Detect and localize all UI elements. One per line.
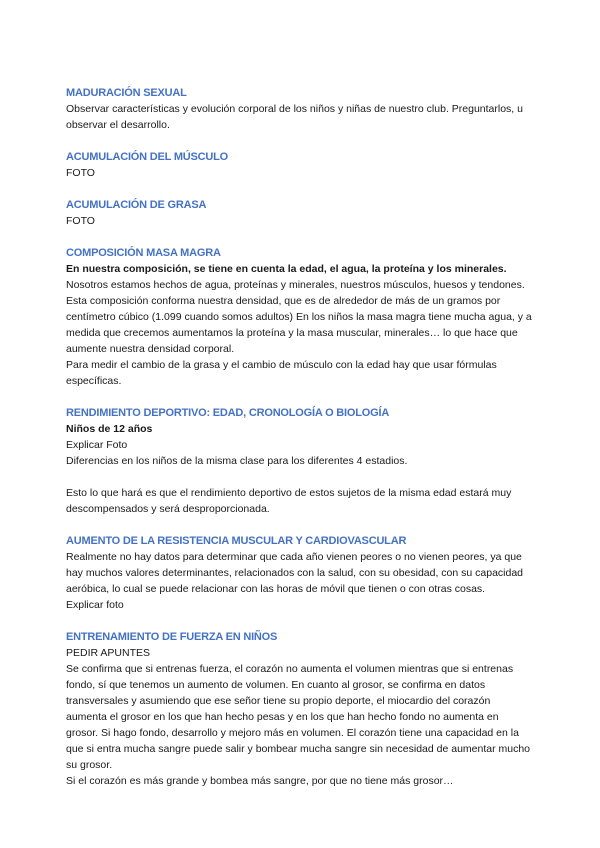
paragraph-line: grosor. Si hago fondo, desarrollo y mejoro más en volumen. El corazón tiene una capacidad en la (66, 727, 519, 739)
paragraph-line: específicas. (66, 375, 122, 387)
paragraph-line: Explicar foto (66, 599, 124, 611)
section-heading: COMPOSICIÓN MASA MAGRA (66, 247, 221, 259)
paragraph-line: aumenta el grosor en los que han hecho pesas y en los que han hecho fondo no aumenta en (66, 711, 499, 723)
document-page (66, 85, 536, 789)
section-heading: ACUMULACIÓN DE GRASA (66, 199, 207, 211)
section-heading: RENDIMIENTO DEPORTIVO: EDAD, CRONOLOGÍA O BIOLOGÍA (66, 407, 390, 419)
bold-lead-line: En nuestra composición, se tiene en cuenta la edad, el agua, la proteína y los minerales. (66, 263, 507, 275)
section-heading: ACUMULACIÓN DEL MÚSCULO (66, 151, 229, 163)
paragraph-line: Si el corazón es más grande y bombea más sangre, por que no tiene más grosor… (66, 775, 454, 787)
section-maduracion-sexual (66, 85, 536, 133)
paragraph-line: Esto lo que hará es que el rendimiento deportivo de estos sujetos de la misma edad estará muy (66, 487, 512, 499)
paragraph-line: Esta composición conforma nuestra densidad, que es de alrededor de más de un gramos por (66, 295, 501, 307)
paragraph-line: Nosotros estamos hechos de agua, proteínas y minerales, nuestros músculos, huesos y tendones. (66, 279, 525, 291)
section-heading: MADURACIÓN SEXUAL (66, 87, 187, 99)
paragraph-line: Realmente no hay datos para determinar que cada año vienen peores o no vienen peores, ya que (66, 551, 522, 563)
section-heading: AUMENTO DE LA RESISTENCIA MUSCULAR Y CARDIOVASCULAR (66, 535, 407, 547)
paragraph-line: aeróbica, lo cual se puede relacionar con las horas de móvil que tienen o con otras cosas. (66, 583, 486, 595)
section-heading: ENTRENAMIENTO DE FUERZA EN NIÑOS (66, 631, 278, 643)
section-acumulacion-musculo (66, 149, 536, 181)
section-composicion-masa-magra (66, 245, 536, 389)
paragraph-line: Para medir el cambio de la grasa y el cambio de músculo con la edad hay que usar fórmulas (66, 359, 497, 371)
bold-lead-line: Niños de 12 años (66, 423, 153, 435)
paragraph-line: centímetro cúbico (1.099 cuando somos adultos) En los niños la masa magra tiene mucha agua, y a (66, 311, 532, 323)
section-acumulacion-grasa (66, 197, 536, 229)
paragraph-line: fondo, sí que tenemos un aumento de volumen. En cuanto al grosor, se confirma en datos (66, 679, 486, 691)
paragraph-line: que si entra mucha sangre puede salir y bombear mucha sangre sin necesidad de aumentar mucho (66, 743, 531, 755)
paragraph-line: Observar características y evolución corporal de los niños y niñas de nuestro club. Preguntarlos, u (66, 103, 523, 115)
section-aumento-resistencia (66, 533, 536, 613)
paragraph-line: aumente nuestra densidad corporal. (66, 343, 235, 355)
paragraph-line: hay muchos valores determinantes, relacionados con la salud, con su obesidad, con su capacidad (66, 567, 524, 579)
section-entrenamiento-fuerza (66, 629, 536, 789)
paragraph-line: descompensados y será desproporcionada. (66, 503, 270, 515)
paragraph-line: FOTO (66, 167, 95, 179)
paragraph-line: Diferencias en los niños de la misma clase para los diferentes 4 estadios. (66, 455, 408, 467)
paragraph-line: su grosor. (66, 759, 113, 771)
paragraph-line: Explicar Foto (66, 439, 128, 451)
paragraph-line: PEDIR APUNTES (66, 647, 151, 659)
section-rendimiento-deportivo (66, 405, 536, 517)
paragraph-line: transversales y asumiendo que ese señor tiene su propio deporte, el miocardio del corazón (66, 695, 491, 707)
paragraph-line: FOTO (66, 215, 95, 227)
paragraph-line: Se confirma que si entrenas fuerza, el corazón no aumenta el volumen mientras que si entrenas (66, 663, 514, 675)
paragraph-line: medida que crecemos aumentamos la proteína y la masa muscular, minerales… lo que hace que (66, 327, 518, 339)
paragraph-line: observar el desarrollo. (66, 119, 170, 131)
